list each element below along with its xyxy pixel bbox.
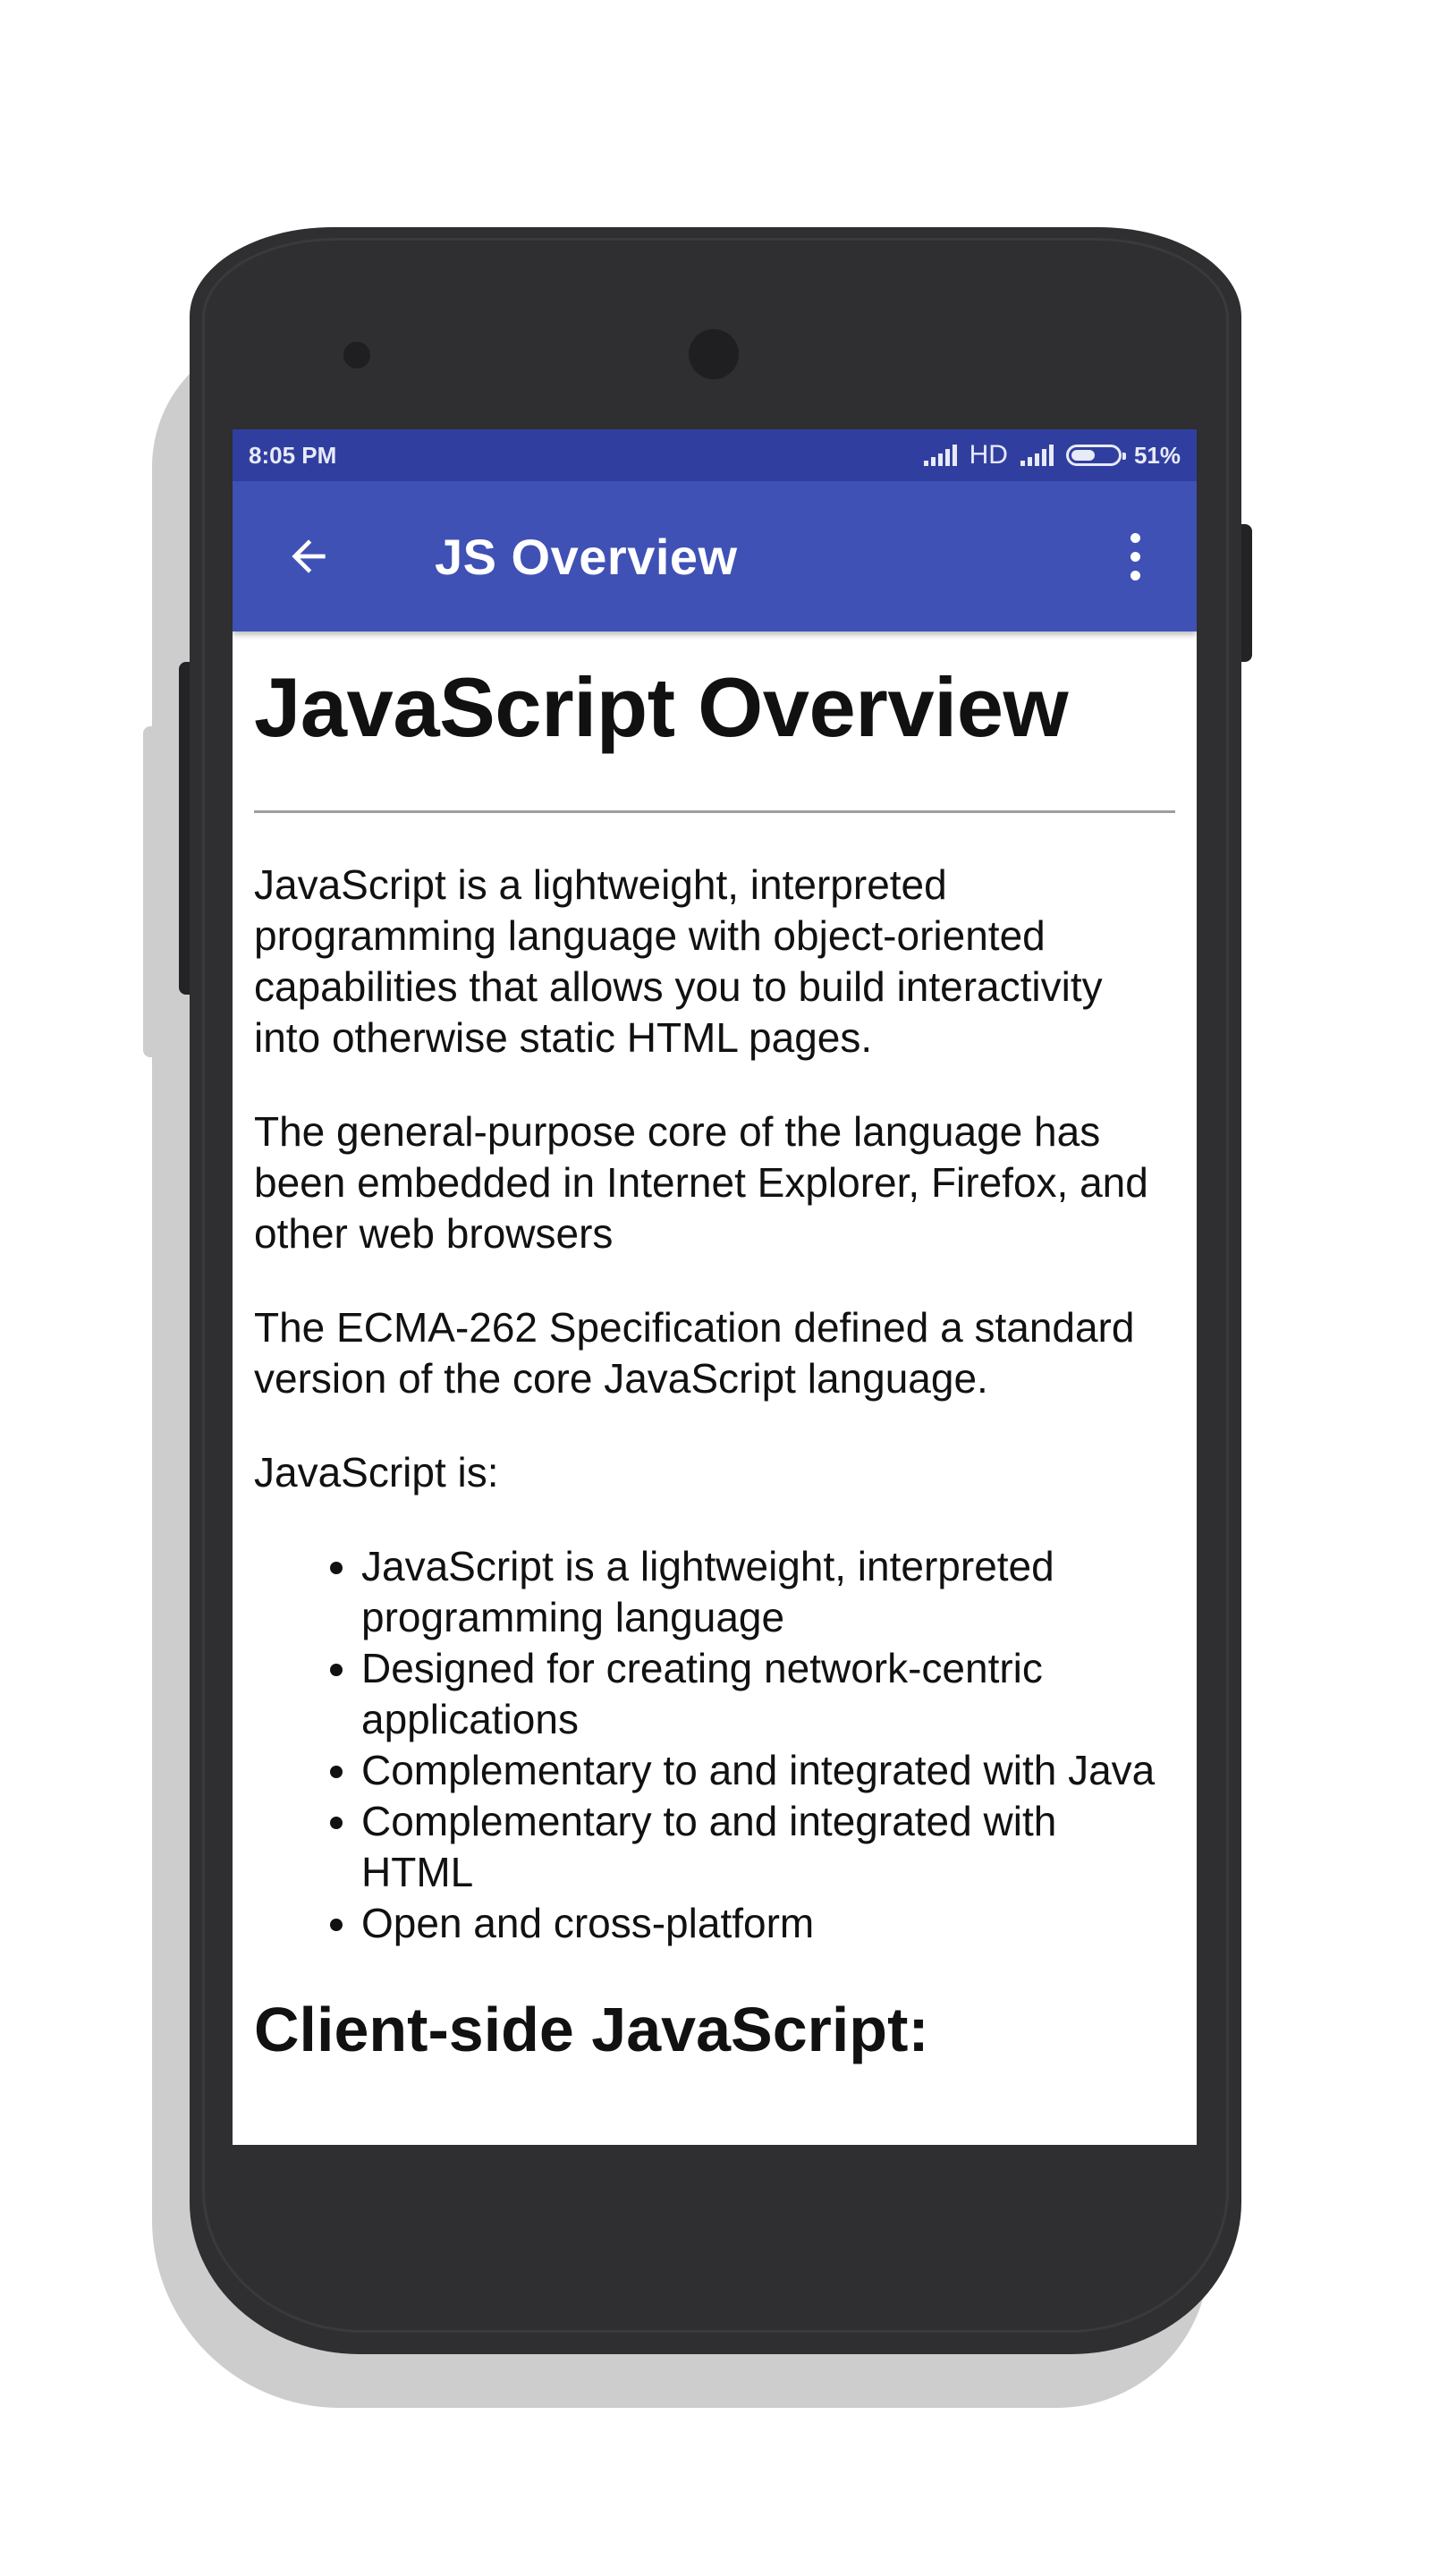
arrow-back-icon xyxy=(284,531,334,581)
article-content xyxy=(233,658,1197,2065)
status-bar xyxy=(233,429,1197,481)
back-button[interactable] xyxy=(268,516,349,597)
article-title: JavaScript Overview xyxy=(254,660,1069,754)
paragraph: JavaScript is: xyxy=(254,1449,499,1496)
feature-list xyxy=(254,1541,1175,1949)
battery-percent: 51% xyxy=(1133,441,1181,469)
battery-fill xyxy=(1071,450,1095,461)
paragraph: The general-purpose core of the language has been embedded in Internet Explorer, Firefox, and other web browsers xyxy=(254,1108,1148,1257)
signal-icon xyxy=(924,445,957,466)
status-icons xyxy=(924,440,1181,470)
proximity-sensor xyxy=(343,342,370,369)
more-vert-icon xyxy=(1130,533,1140,543)
status-time: 8:05 PM xyxy=(249,441,337,469)
title-divider xyxy=(254,810,1175,813)
phone-screen xyxy=(233,429,1197,2145)
section-heading: Client-side JavaScript: xyxy=(254,1995,929,2064)
battery-icon xyxy=(1066,445,1122,466)
list-item: • JavaScript is a lightweight, interpreted programming language xyxy=(361,1541,1175,1643)
paragraph: The ECMA-262 Specification defined a standard version of the core JavaScript language. xyxy=(254,1304,1135,1402)
network-type: HD xyxy=(969,440,1008,470)
battery-tip xyxy=(1122,453,1126,460)
front-camera xyxy=(689,329,739,379)
list-item: • Complementary to and integrated with Java xyxy=(361,1745,1175,1796)
overflow-menu-button[interactable] xyxy=(1104,516,1166,597)
more-vert-icon-dot xyxy=(1130,571,1140,580)
signal-icon-2 xyxy=(1020,445,1054,466)
list-item: • Complementary to and integrated with HTML xyxy=(361,1796,1175,1898)
app-bar xyxy=(233,481,1197,631)
app-title: JS Overview xyxy=(435,528,738,585)
list-item: • Designed for creating network-centric applications xyxy=(361,1643,1175,1745)
phone-shadow-side xyxy=(143,726,179,1057)
more-vert-icon-dot xyxy=(1130,552,1140,562)
list-item: • Open and cross-platform xyxy=(361,1898,1175,1949)
paragraph: JavaScript is a lightweight, interpreted programming language with object-oriented capabilities that allows you to build interactivity into otherwise static HTML pages. xyxy=(254,861,1103,1061)
